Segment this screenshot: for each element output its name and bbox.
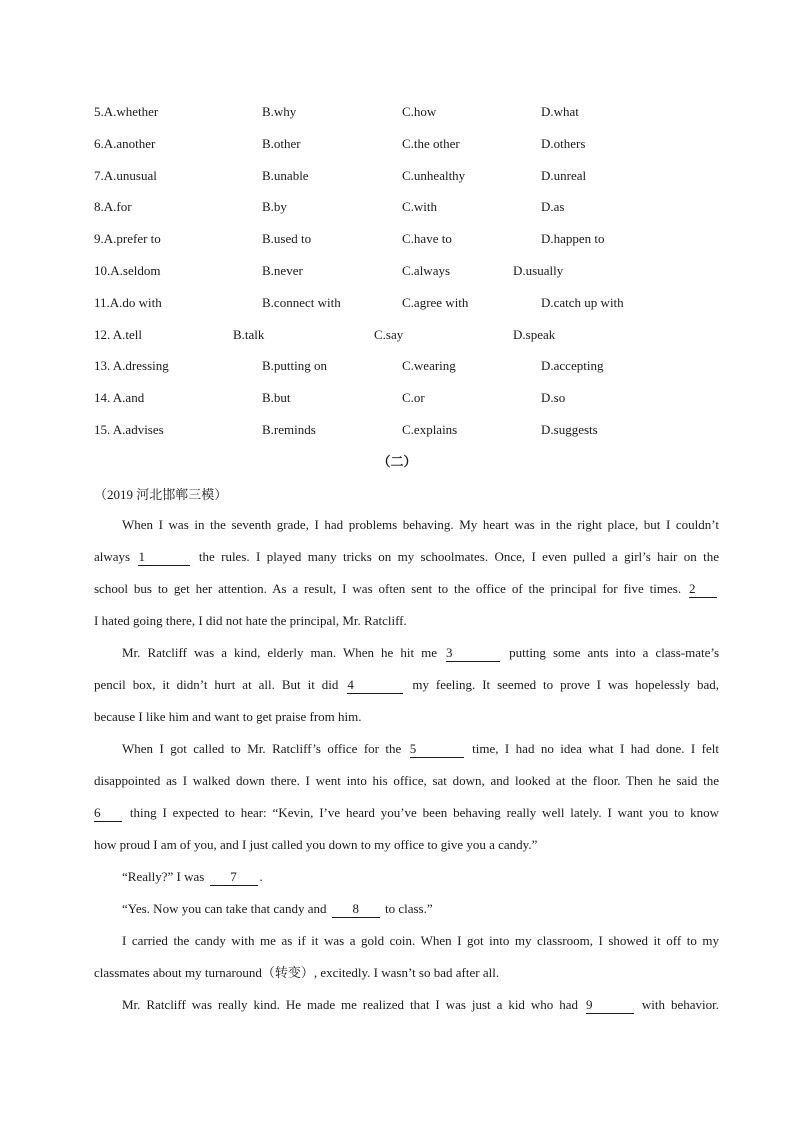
passage-text: “Really?” I was — [122, 869, 205, 884]
option-b: B.reminds — [262, 422, 316, 437]
option-d: D.accepting — [541, 358, 604, 373]
passage-text: Mr. Ratcliff was a kind, elderly man. When he hit me — [122, 645, 437, 660]
option-row-11 — [0, 293, 794, 313]
passage-text: the rules. I played many tricks on my schoolmates. Once, I even pulled a girl’s hair on the — [198, 549, 720, 564]
option-row-6 — [0, 134, 794, 154]
option-row-14 — [0, 388, 794, 408]
option-c: C.or — [402, 390, 425, 405]
option-a: 5.A.whether — [94, 104, 159, 119]
passage-text: pencil box, it didn’t hurt at all. But it did — [94, 677, 339, 692]
option-row-5 — [0, 102, 794, 122]
passage-text: putting some ants into a class-mate’s — [509, 645, 720, 660]
option-b: B.unable — [262, 168, 309, 183]
passage-line — [94, 514, 719, 546]
option-a: 14. A.and — [94, 390, 145, 405]
option-a: 8.A.for — [94, 199, 132, 214]
option-c: C.how — [402, 104, 437, 119]
blank-3[interactable]: 3 — [446, 645, 500, 662]
option-a: 9.A.prefer to — [94, 231, 161, 246]
option-row-8 — [0, 197, 794, 217]
option-b: B.talk — [233, 327, 265, 342]
source-label: （2019 河北邯郸三模） — [94, 487, 228, 502]
option-d: D.unreal — [541, 168, 587, 183]
option-a: 10.A.seldom — [94, 263, 161, 278]
passage-text: my feeling. It seemed to prove I was hopelessly bad, — [412, 677, 720, 692]
option-row-7 — [0, 166, 794, 186]
passage-line — [94, 578, 719, 610]
passage-line — [94, 642, 719, 674]
passage-text: I hated going there, I did not hate the principal, Mr. Ratcliff. — [94, 613, 407, 628]
option-row-12 — [0, 325, 794, 345]
passage-line — [94, 834, 719, 866]
option-a: 11.A.do with — [94, 295, 162, 310]
option-a: 12. A.tell — [94, 327, 143, 342]
passage-text: time, I had no idea what I had done. I felt — [472, 741, 720, 756]
blank-9[interactable]: 9 — [586, 997, 634, 1014]
passage-line — [94, 962, 719, 994]
option-b: B.connect with — [262, 295, 341, 310]
passage-line — [94, 770, 719, 802]
passage-line — [94, 898, 719, 930]
option-a: 6.A.another — [94, 136, 156, 151]
option-c: C.with — [402, 199, 438, 214]
option-b: B.other — [262, 136, 301, 151]
passage-text: When I got called to Mr. Ratcliff’s office for the — [122, 741, 402, 756]
option-d: D.what — [541, 104, 579, 119]
passage-text: . — [259, 869, 263, 884]
option-a: 7.A.unusual — [94, 168, 157, 183]
option-a: 15. A.advises — [94, 422, 164, 437]
passage-text: When I was in the seventh grade, I had problems behaving. My heart was in the right place, but I couldn’t — [122, 517, 719, 532]
option-c: C.say — [374, 327, 404, 342]
passage-text: classmates about my turnaround（转变）, excitedly. I wasn’t so bad after all. — [94, 965, 500, 980]
passage-line — [94, 706, 719, 738]
option-c: C.have to — [402, 231, 452, 246]
option-c: C.explains — [402, 422, 458, 437]
passage-line — [94, 674, 719, 706]
option-d: D.others — [541, 136, 586, 151]
option-d: D.usually — [513, 263, 564, 278]
cloze-passage — [94, 514, 719, 1026]
option-b: B.used to — [262, 231, 312, 246]
option-d: D.happen to — [541, 231, 605, 246]
option-b: B.why — [262, 104, 297, 119]
option-row-10 — [0, 261, 794, 281]
option-d: D.so — [541, 390, 566, 405]
passage-text: I carried the candy with me as if it was a gold coin. When I got into my classroom, I showed it off to my — [122, 933, 719, 948]
passage-line — [94, 738, 719, 770]
option-d: D.catch up with — [541, 295, 624, 310]
option-d: D.as — [541, 199, 565, 214]
option-c: C.the other — [402, 136, 460, 151]
section-heading: （二） — [377, 454, 417, 469]
blank-1[interactable]: 1 — [138, 549, 190, 566]
blank-2[interactable]: 2 — [689, 581, 717, 598]
option-a: 13. A.dressing — [94, 358, 169, 373]
passage-text: thing I expected to hear: “Kevin, I’ve heard you’ve been behaving really well lately. I want you to know — [129, 805, 720, 820]
blank-8[interactable]: 8 — [332, 901, 380, 918]
passage-text: always — [94, 549, 131, 564]
option-row-9 — [0, 229, 794, 249]
passage-text: with behavior. — [641, 997, 719, 1012]
option-d: D.suggests — [541, 422, 598, 437]
option-c: C.always — [402, 263, 451, 278]
passage-line — [94, 546, 719, 578]
option-b: B.putting on — [262, 358, 328, 373]
option-row-13 — [0, 356, 794, 376]
passage-line — [94, 994, 719, 1026]
passage-line — [94, 930, 719, 962]
option-c: C.unhealthy — [402, 168, 466, 183]
passage-text: “Yes. Now you can take that candy and — [122, 901, 327, 916]
option-row-15 — [0, 420, 794, 440]
option-b: B.never — [262, 263, 303, 278]
passage-line — [94, 866, 719, 898]
blank-4[interactable]: 4 — [347, 677, 403, 694]
blank-7[interactable]: 7 — [210, 869, 258, 886]
passage-line — [94, 610, 719, 642]
passage-line — [94, 802, 719, 834]
option-c: C.agree with — [402, 295, 469, 310]
passage-text: school bus to get her attention. As a result, I was often sent to the office of the principal for five times. — [94, 581, 682, 596]
passage-text: Mr. Ratcliff was really kind. He made me realized that I was just a kid who had — [122, 997, 578, 1012]
option-b: B.but — [262, 390, 291, 405]
blank-6[interactable]: 6 — [94, 805, 122, 822]
passage-text: to class.” — [384, 901, 433, 916]
blank-5[interactable]: 5 — [410, 741, 464, 758]
passage-text: disappointed as I walked down there. I went into his office, sat down, and looked at the floor. Then he said the — [94, 773, 719, 788]
passage-text: because I like him and want to get praise from him. — [94, 709, 362, 724]
option-d: D.speak — [513, 327, 556, 342]
option-c: C.wearing — [402, 358, 456, 373]
option-b: B.by — [262, 199, 287, 214]
passage-text: how proud I am of you, and I just called you down to my office to give you a candy.” — [94, 837, 538, 852]
